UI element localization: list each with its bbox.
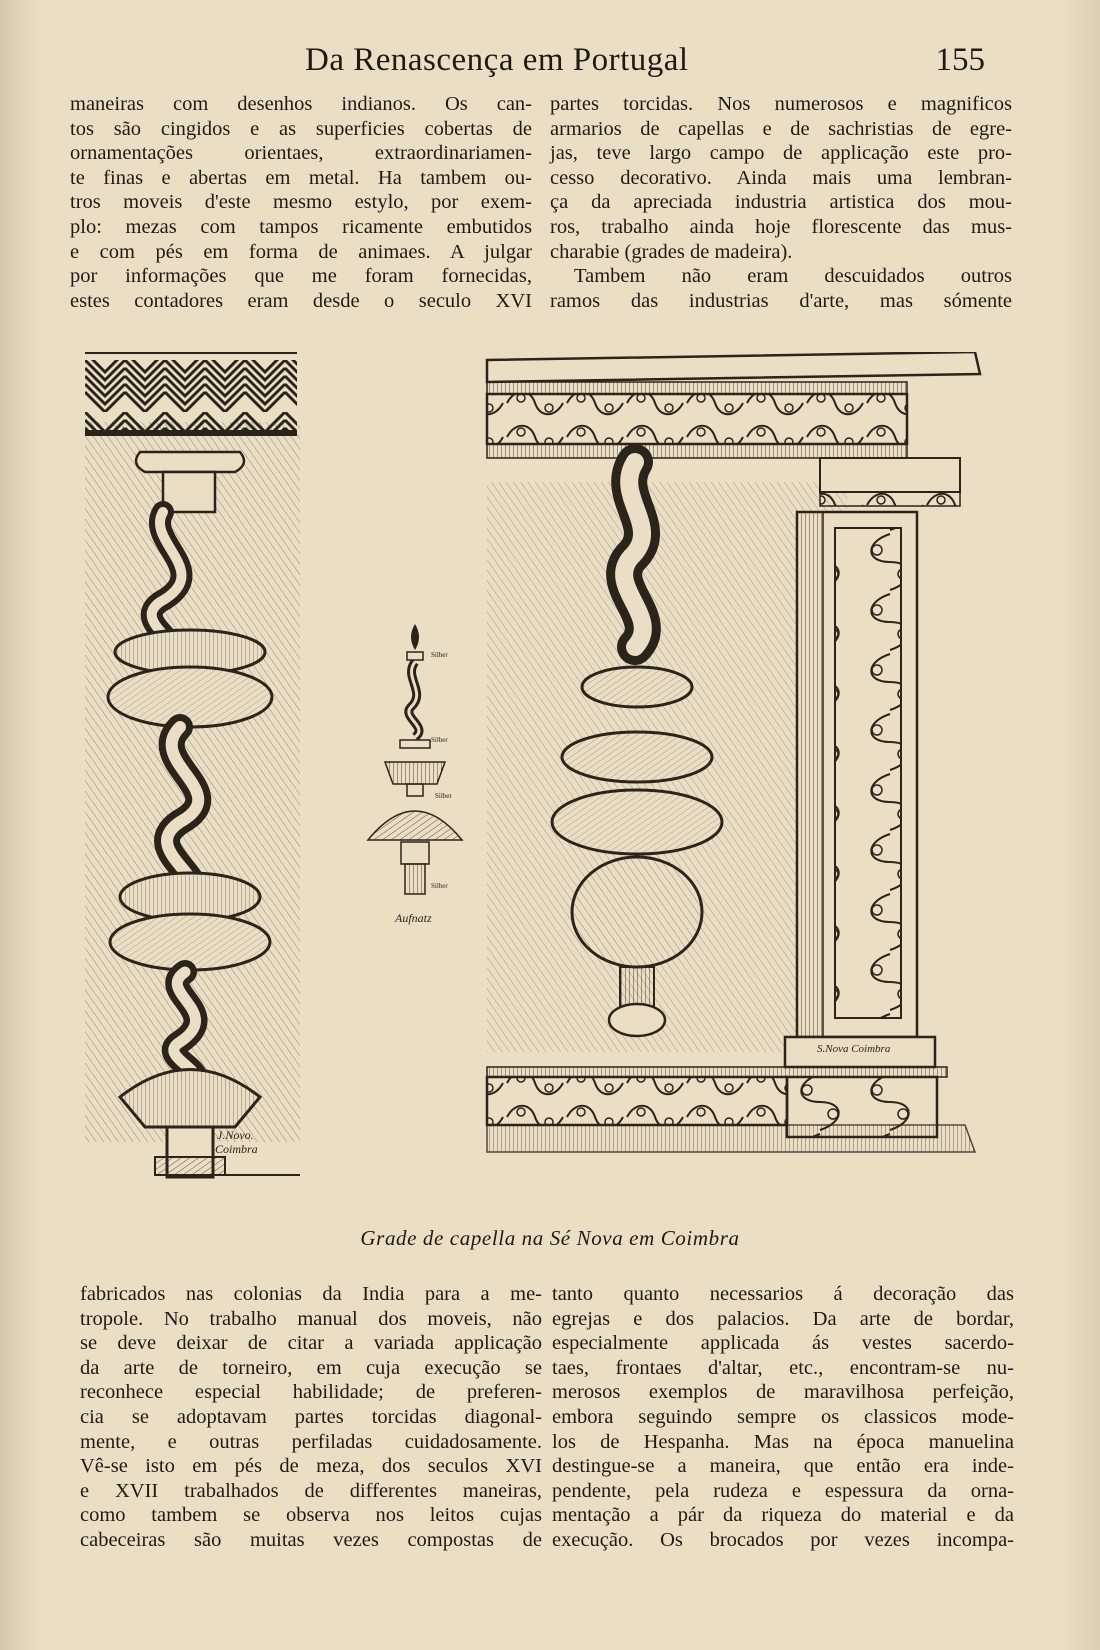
text-line: e com pés em forma de animaes. A julgar [70, 240, 532, 263]
text-line: Tambem não eram descuidados outros [574, 265, 1012, 288]
text-line: maneiras com desenhos indianos. Os can- [70, 93, 532, 115]
small-label-4: Silber [431, 882, 448, 890]
text-line: reconhece especial habilidade; de preferen- [80, 1381, 542, 1404]
text-column-bottom-left [80, 1282, 542, 1553]
text-line: da arte de torneiro, em cuja execução se [80, 1356, 542, 1379]
text-line: embora seguindo sempre os classicos mode- [552, 1405, 1014, 1428]
text-line: mentação a pár da riqueza do material e da [552, 1504, 1014, 1527]
text-column-top-left [70, 92, 532, 313]
text-line: tros moveis d'este mesmo estylo, por exem- [70, 191, 532, 214]
engraving-illustration [85, 352, 990, 1222]
text-line: plo: mezas com tampos ricamente embutidos [70, 215, 532, 238]
text-line: ramos das industrias d'arte, mas sómente [550, 289, 1012, 312]
text-line: ça da apreciada industria artistica dos mou- [550, 191, 1012, 214]
text-line: mente, e outras perfiladas cuidadosamente. [80, 1430, 542, 1453]
text-column-top-right [550, 92, 1012, 313]
signature-left-2: Coimbra [215, 1142, 258, 1156]
figure-caption: Grade de capella na Sé Nova em Coimbra [360, 1226, 740, 1250]
text-line: especialmente applicada ás vestes sacerdo- [552, 1332, 1014, 1355]
text-line: por informações que me foram fornecidas, [70, 265, 532, 288]
text-line: te finas e abertas em metal. Ha tambem ou- [70, 166, 532, 189]
signature-left-1: J.Novo. [217, 1128, 254, 1142]
text-line: partes torcidas. Nos numerosos e magnificos [550, 93, 1012, 115]
text-line: jas, teve largo campo de applicação este pro- [550, 142, 1012, 165]
text-line: tanto quanto necessarios á decoração das [552, 1283, 1014, 1305]
text-column-bottom-right [552, 1282, 1014, 1553]
text-line: cabeceiras são muitas vezes compostas de [80, 1528, 542, 1551]
small-label-1: Silber [431, 651, 448, 659]
small-leg-drawing [368, 624, 462, 925]
text-line: como tambem se observa nos leitos cujas [80, 1504, 542, 1527]
text-line: execução. Os brocados por vezes incompa- [552, 1528, 1014, 1551]
text-line: taes, frontaes d'altar, etc., encontram-se nu- [552, 1356, 1014, 1379]
small-label-2: Silber [431, 736, 448, 744]
text-line: cia se adoptavam partes torcidas diagonal- [80, 1405, 542, 1428]
text-line: egrejas e dos palacios. Da arte de bordar, [552, 1307, 1014, 1330]
text-line: ros, trabalho ainda hoje florescente das mus- [550, 215, 1012, 238]
text-line: destingue-se a maneira, que então era inde- [552, 1455, 1014, 1478]
small-signature: Aufnatz [395, 911, 432, 925]
page-number: 155 [935, 42, 985, 78]
text-line: fabricados nas colonias da India para a me- [80, 1283, 542, 1305]
text-line: charabie (grades de madeira). [550, 240, 793, 263]
text-line: ornamentações orientaes, extraordinariamen- [70, 142, 532, 165]
text-line: los de Hespanha. Mas na época manuelina [552, 1430, 1014, 1453]
text-line: merosos exemplos de maravilhosa perfeição, [552, 1381, 1014, 1404]
text-line: se deve deixar de citar a variada applicação [80, 1332, 542, 1355]
text-line: Vê-se isto em pés de meza, dos seculos XVI [80, 1455, 542, 1478]
text-line: e XVII trabalhados de differentes maneiras, [80, 1479, 542, 1502]
text-line: armarios de capellas e de sachristias de egre- [550, 117, 1012, 140]
left-column-drawing [85, 352, 300, 1177]
signature-right: S.Nova Coimbra [817, 1043, 891, 1055]
grille-drawing [487, 352, 980, 1152]
text-line: cesso decorativo. Ainda mais uma lembran- [550, 166, 1012, 189]
page-header [0, 38, 1100, 78]
text-line: pendente, pela rudeza e espessura da orna- [552, 1479, 1014, 1502]
text-line: estes contadores eram desde o seculo XVI [70, 289, 532, 312]
small-label-3: Silber [435, 792, 452, 800]
text-line: tropole. No trabalho manual dos moveis, não [80, 1307, 542, 1330]
running-title: Da Renascença em Portugal [305, 42, 689, 78]
text-line: tos são cingidos e as superficies cobertas de [70, 117, 532, 140]
